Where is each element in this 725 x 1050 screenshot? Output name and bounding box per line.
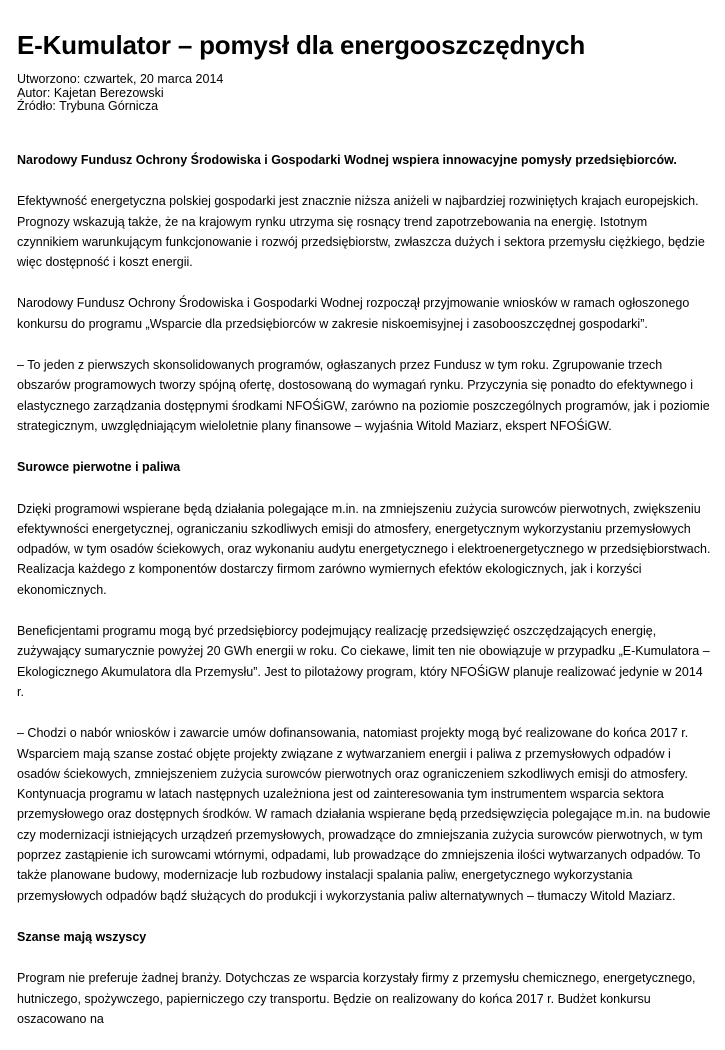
article-meta bbox=[17, 73, 223, 114]
section-heading-opportunities: Szanse mają wszyscy bbox=[17, 929, 147, 944]
body-paragraph: – To jeden z pierwszych skonsolidowanych programów, ogłaszanych przez Fundusz w tym roku. Zgrupowanie trzech obszarów programowych tworzy spójną ofertę, dostosowaną do wymagań rynku. Przyczynia się ponadto do efektywnego i elastycznego zarządzania dostępnymi środkami NFOŚiGW, zarówno na poziomie poszczególnych programów, jak i poziomie strategicznym, uwzględniającym wieloletnie plany finansowe – wyjaśnia Witold Maziarz, ekspert NFOŚiGW. bbox=[17, 358, 710, 433]
body-paragraph: Narodowy Fundusz Ochrony Środowiska i Gospodarki Wodnej rozpoczął przyjmowanie wniosków w ramach ogłoszonego konkursu do programu „Wsparcie dla przedsiębiorców w zakresie niskoemisyjnej i zasobooszczędnej gospodarki”. bbox=[17, 296, 690, 331]
section-heading-raw-materials: Surowce pierwotne i paliwa bbox=[17, 460, 181, 475]
body-paragraph: Dzięki programowi wspierane będą działania polegające m.in. na zmniejszeniu zużycia surowców pierwotnych, zwiększeniu efektywności energetycznej, ograniczaniu szkodliwych emisji do atmosfery, energetycznym wykorzystaniu przemysłowych odpadów, w tym osadów ściekowych, oraz wykonaniu audytu energetycznego i elektroenergetycznego w przedsiębiorstwach. Realizacja każdego z komponentów dostarczy firmom zarówno wymiernych efektów ekologicznych, jak i korzyści ekonomicznych. bbox=[17, 501, 711, 597]
body-paragraph: Beneficjentami programu mogą być przedsiębiorcy podejmujący realizację przedsięwzięć oszczędzających energię, zużywający sumarycznie powyżej 20 GWh energii w roku. Co ciekawe, limit ten nie obowiązuje w przypadku „E-Kumulatora – Ekologicznego Akumulatora dla Przemysłu”. Jest to pilotażowy program, który NFOŚiGW planuje realizować jedynie w 2014 r. bbox=[17, 624, 710, 699]
body-paragraph: Efektywność energetyczna polskiej gospodarki jest znacznie niższa aniżeli w najbardziej rozwiniętych krajach europejskich. Prognozy wskazują także, że na krajowym rynku utrzyma się rosnący trend zapotrzebowania na energię. Istotnym czynnikiem warunkującym funkcjonowanie i rozwój przedsiębiorstw, zwłaszcza dużych i sektora przemysłu ciężkiego, będzie więc dostępność i koszt energii. bbox=[17, 194, 705, 270]
body-paragraph: – Chodzi o nabór wniosków i zawarcie umów dofinansowania, natomiast projekty mogą być realizowane do końca 2017 r. Wsparciem mają szanse zostać objęte projekty związane z wytwarzaniem energii i paliwa z przemysłowych odpadów i osadów ściekowych, zmniejszeniem zużycia surowców pierwotnych oraz ograniczeniem szkodliwych emisji do atmosfery. Kontynuacja programu w latach następnych uzależniona jest od zainteresowania tym instrumentem wsparcia sektora przemysłowego oraz dostępnych środków. W ramach działania wspierane będą przedsięwzięcia polegające m.in. na budowie czy modernizacji istniejących urządzeń przemysłowych, prowadzące do zmniejszania zużycia surowców pierwotnych, w tym poprzez zastąpienie ich surowcami wtórnymi, odpadami, lub prowadzące do zmniejszenia ilości wytwarzanych odpadów. To także planowane budowy, modernizacje lub rozbudowy instalacji spalania paliw, energetycznego wykorzystania przemysłowych odpadów bądź służących do produkcji i wykorzystania paliw alternatywnych – tłumaczy Witold Maziarz. bbox=[17, 726, 711, 903]
body-paragraph: Program nie preferuje żadnej branży. Dotychczas ze wsparcia korzystały firmy z przemysłu chemicznego, energetycznego, hutniczego, spożywczego, papierniczego czy transportu. Będzie on realizowany do końca 2017 r. Budżet konkursu oszacowano na bbox=[17, 971, 696, 1026]
article-body bbox=[17, 150, 711, 1050]
article-lead: Narodowy Fundusz Ochrony Środowiska i Gospodarki Wodnej wspiera innowacyjne pomysły przedsiębiorców. bbox=[17, 153, 677, 167]
source-line: Źródło: Trybuna Górnicza bbox=[17, 99, 159, 113]
author-line: Autor: Kajetan Berezowski bbox=[17, 85, 164, 100]
article-title: E-Kumulator – pomysł dla energooszczędnych bbox=[17, 30, 586, 60]
created-date: Utworzono: czwartek, 20 marca 2014 bbox=[17, 72, 224, 86]
